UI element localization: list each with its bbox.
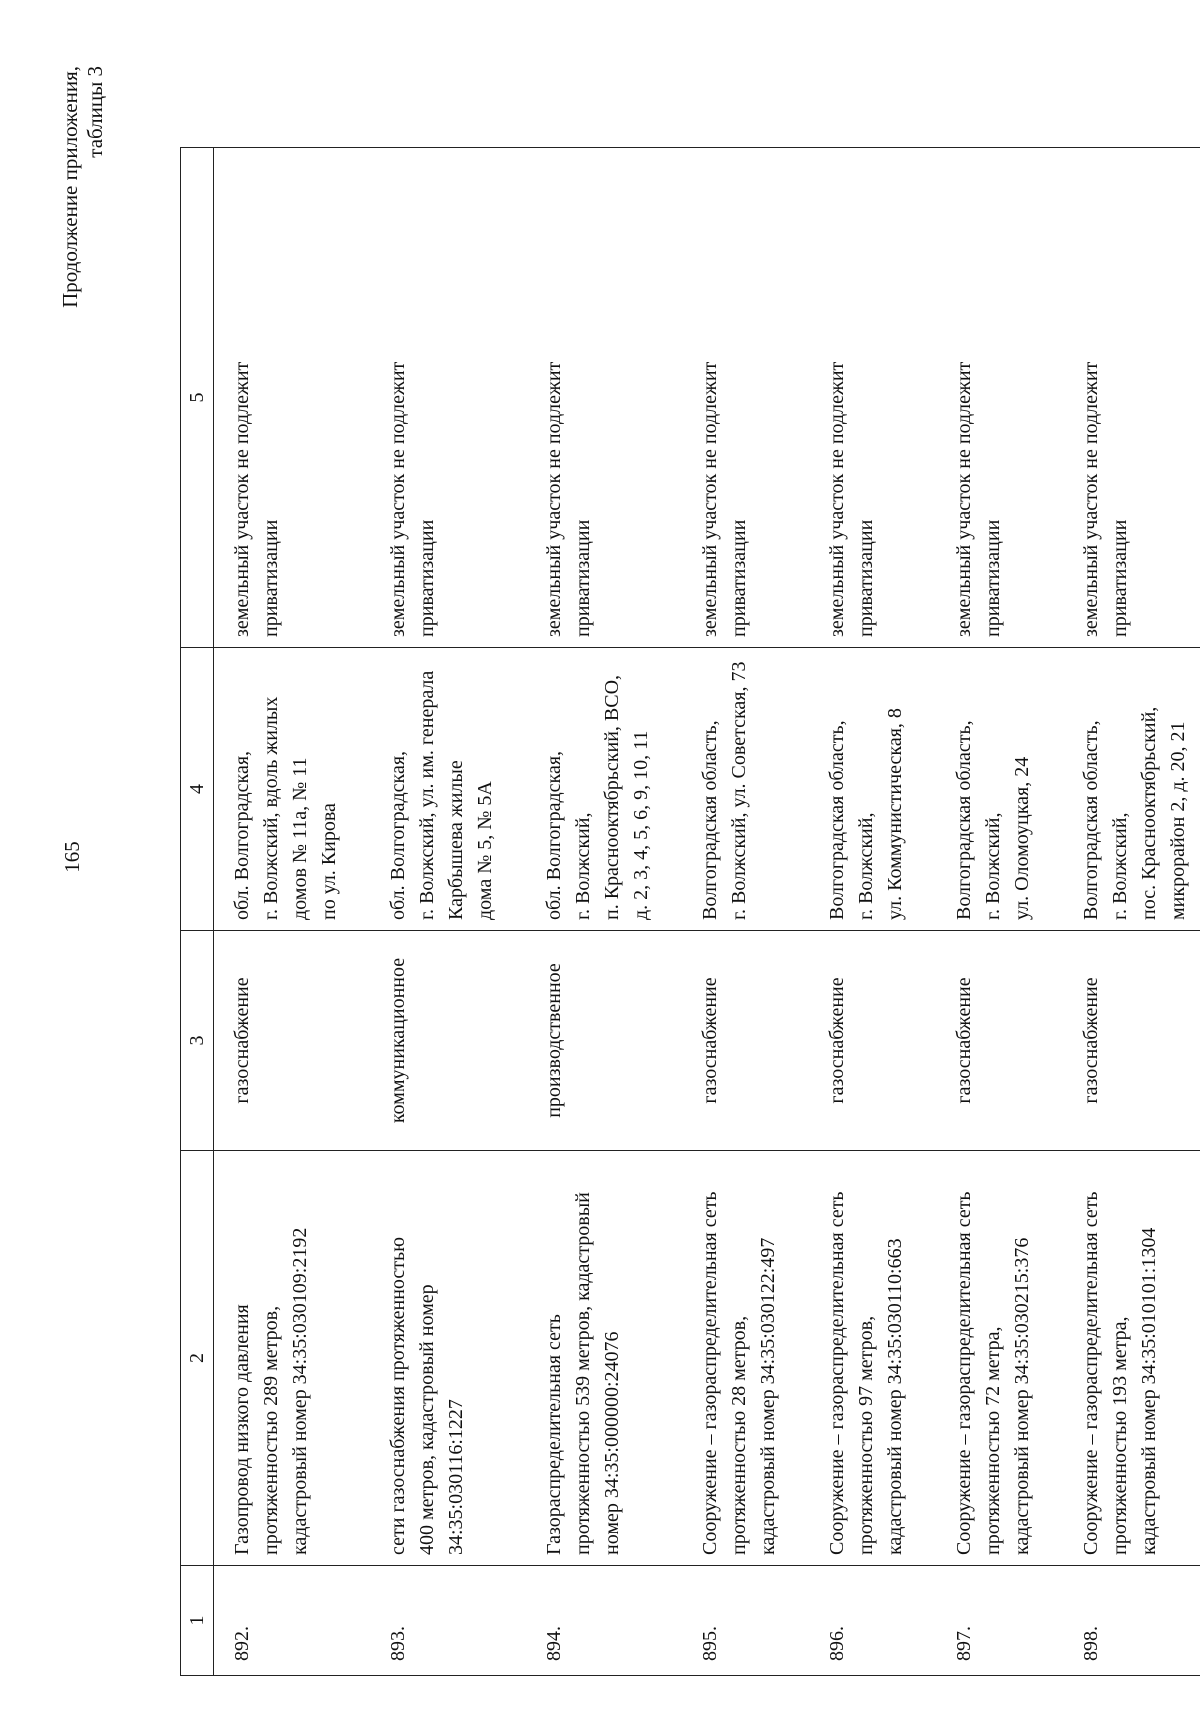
object-name: Сооружение – газораспределительная сеть протяженностью 97 метров, кадастровый номер 34:35:030110:663 <box>809 1151 936 1566</box>
address: Волгоградская область, г. Волжский, ул. Оломоуцкая, 24 <box>936 648 1063 931</box>
row-number: 892. <box>214 1566 371 1676</box>
address: Волгоградская область, г. Волжский, ул. Советская, 73 <box>682 648 809 931</box>
table-row <box>936 148 1063 1676</box>
row-number: 894. <box>526 1566 682 1676</box>
table-row <box>682 148 809 1676</box>
note: земельный участок не подлежит приватизации <box>214 148 371 648</box>
note: земельный участок не подлежит приватизации <box>1063 148 1200 648</box>
header-row <box>181 148 214 1676</box>
header-col-2: 2 <box>181 1151 214 1566</box>
note: земельный участок не подлежит приватизации <box>682 148 809 648</box>
row-number: 897. <box>936 1566 1063 1676</box>
address: Волгоградская область, г. Волжский, ул. Коммунистическая, 8 <box>809 648 936 931</box>
usage-type: газоснабжение <box>809 931 936 1151</box>
usage-type: газоснабжение <box>936 931 1063 1151</box>
object-name: Сооружение – газораспределительная сеть протяженностью 72 метра, кадастровый номер 34:35:030215:376 <box>936 1151 1063 1566</box>
header-col-1: 1 <box>181 1566 214 1676</box>
row-number: 895. <box>682 1566 809 1676</box>
usage-type: коммуникационное <box>370 931 526 1151</box>
header-col-3: 3 <box>181 931 214 1151</box>
object-name: Сооружение – газораспределительная сеть протяженностью 28 метров, кадастровый номер 34:35:030122:497 <box>682 1151 809 1566</box>
usage-type: газоснабжение <box>214 931 371 1151</box>
table-row <box>526 148 682 1676</box>
object-name: Газораспределительная сеть протяженностью 539 метров, кадастровый номер 34:35:000000:24076 <box>526 1151 682 1566</box>
note: земельный участок не подлежит приватизации <box>809 148 936 648</box>
note: земельный участок не подлежит приватизации <box>526 148 682 648</box>
table-row <box>1063 148 1200 1676</box>
usage-type: производственное <box>526 931 682 1151</box>
usage-type: газоснабжение <box>682 931 809 1151</box>
object-name: сети газоснабжения протяженностью 400 метров, кадастровый номер 34:35:030116:1227 <box>370 1151 526 1566</box>
header-col-4: 4 <box>181 648 214 931</box>
address: обл. Волгоградская, г. Волжский, вдоль жилых домов № 11а, № 11 по ул. Кирова <box>214 648 371 931</box>
note: земельный участок не подлежит приватизации <box>370 148 526 648</box>
registry-table <box>180 147 1200 1676</box>
page-number: 165 <box>60 841 84 873</box>
table-row <box>370 148 526 1676</box>
object-name: Сооружение – газораспределительная сеть протяженностью 193 метра, кадастровый номер 34:35:010101:1304 <box>1063 1151 1200 1566</box>
continuation-line-2: таблицы 3 <box>83 66 107 158</box>
address: обл. Волгоградская, г. Волжский, п. Краснооктябрьский, ВСО, д. 2, 3, 4, 5, 6, 9, 10, 11 <box>526 648 682 931</box>
object-name: Газопровод низкого давления протяженностью 289 метров, кадастровый номер 34:35:030109:2192 <box>214 1151 371 1566</box>
table-row <box>214 148 371 1676</box>
row-number: 893. <box>370 1566 526 1676</box>
usage-type: газоснабжение <box>1063 931 1200 1151</box>
continuation-line-1: Продолжение приложения, <box>58 66 82 308</box>
header-col-5: 5 <box>181 148 214 648</box>
address: Волгоградская область, г. Волжский, пос. Краснооктябрьский, микрорайон 2, д. 20, 21 <box>1063 648 1200 931</box>
continuation-note <box>58 66 108 308</box>
table-row <box>809 148 936 1676</box>
address: обл. Волгоградская, г. Волжский, ул. им. генерала Карбышева жилые дома № 5, № 5А <box>370 648 526 931</box>
row-number: 896. <box>809 1566 936 1676</box>
note: земельный участок не подлежит приватизации <box>936 148 1063 648</box>
row-number: 898. <box>1063 1566 1200 1676</box>
